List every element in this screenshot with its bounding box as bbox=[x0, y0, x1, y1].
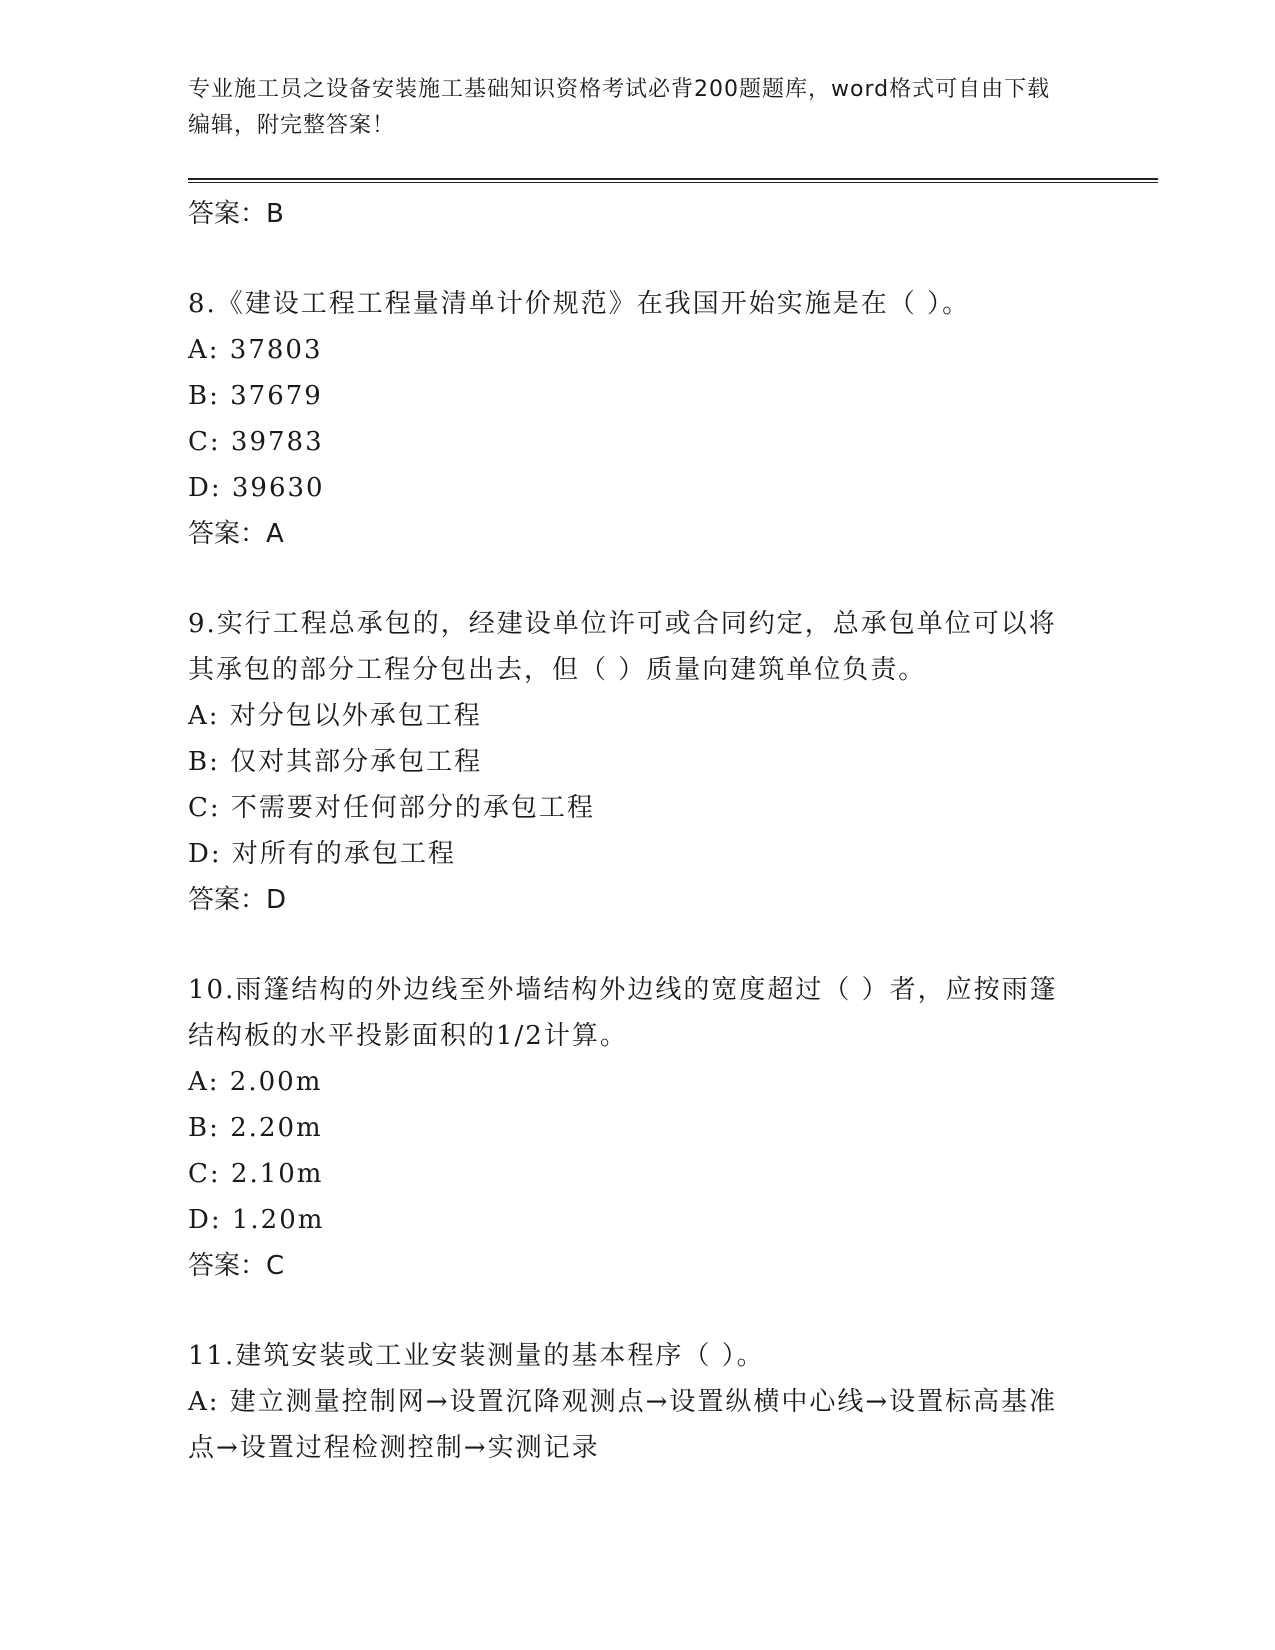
option-b: B: 仅对其部分承包工程 bbox=[188, 747, 483, 777]
question-text: 8.《建设工程工程量清单计价规范》在我国开始实施是在（ ）。 bbox=[188, 289, 971, 319]
header-divider bbox=[188, 178, 1158, 183]
question-9 bbox=[188, 601, 1158, 923]
question-text: 11.建筑安装或工业安装测量的基本程序（ ）。 bbox=[188, 1341, 765, 1371]
option-d: D: 对所有的承包工程 bbox=[188, 839, 456, 869]
question-10 bbox=[188, 967, 1158, 1289]
option-a: A: 建立测量控制网→设置沉降观测点→设置纵横中心线→设置标高基准点→设置过程检测控制→实测记录 bbox=[188, 1387, 1058, 1463]
option-c: C: 2.10m bbox=[188, 1159, 324, 1189]
answer-line: 答案：B bbox=[188, 199, 284, 229]
option-a: A: 2.00m bbox=[188, 1067, 323, 1097]
answer-line: 答案：A bbox=[188, 519, 284, 549]
option-b: B: 37679 bbox=[188, 381, 323, 411]
option-a: A: 37803 bbox=[188, 335, 323, 365]
option-b: B: 2.20m bbox=[188, 1113, 323, 1143]
question-text: 9.实行工程总承包的，经建设单位许可或合同约定，总承包单位可以将其承包的部分工程分包出去，但（ ）质量向建筑单位负责。 bbox=[188, 609, 1057, 685]
question-11 bbox=[188, 1333, 1158, 1471]
question-8 bbox=[188, 281, 1158, 557]
option-d: D: 39630 bbox=[188, 473, 325, 503]
answer-line: 答案：D bbox=[188, 885, 287, 915]
document-page bbox=[188, 72, 1158, 1471]
option-a: A: 对分包以外承包工程 bbox=[188, 701, 482, 731]
option-d: D: 1.20m bbox=[188, 1205, 325, 1235]
option-c: C: 39783 bbox=[188, 427, 324, 457]
option-c: C: 不需要对任何部分的承包工程 bbox=[188, 793, 595, 823]
document-header: 专业施工员之设备安装施工基础知识资格考试必背200题题库，word格式可自由下载编辑，附完整答案！ bbox=[188, 77, 1051, 138]
answer-line: 答案：C bbox=[188, 1251, 285, 1281]
question-text: 10.雨篷结构的外边线至外墙结构外边线的宽度超过（ ）者，应按雨篷结构板的水平投影面积的1/2计算。 bbox=[188, 975, 1058, 1051]
